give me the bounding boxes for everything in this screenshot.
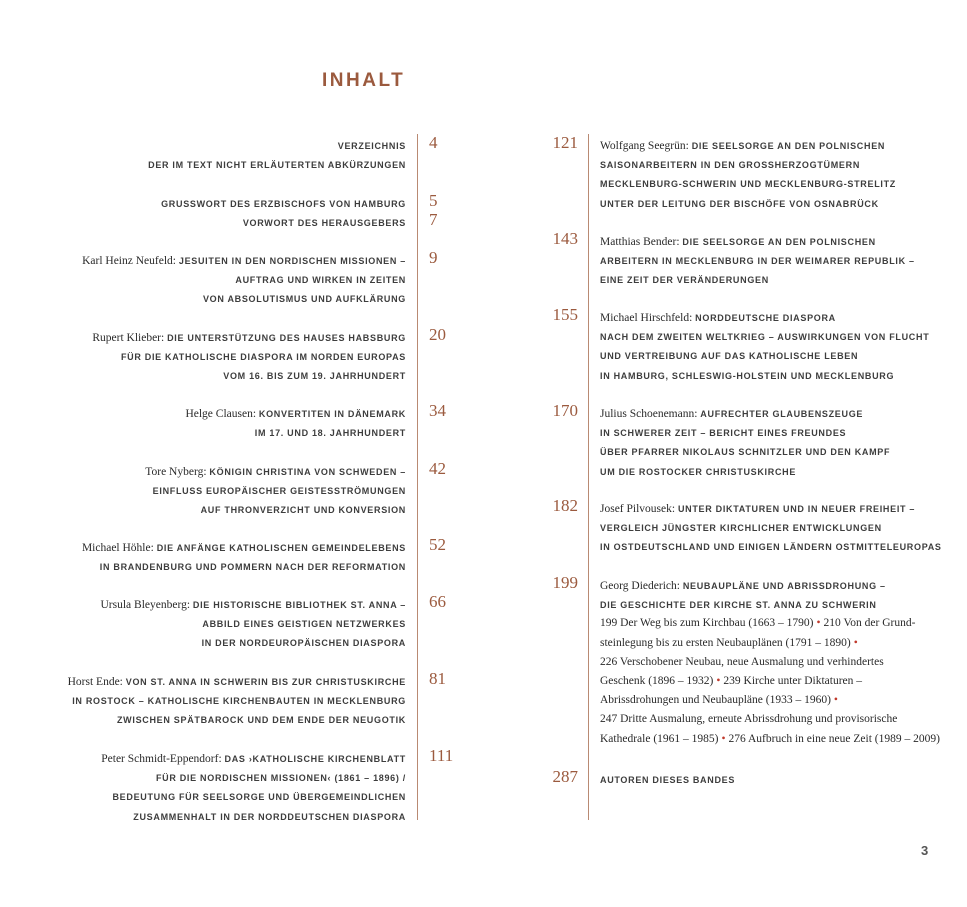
left-column-rule <box>417 134 418 820</box>
toc-author: Peter Schmidt-Eppendorf: <box>101 753 225 765</box>
toc-page-number: 66 <box>429 592 446 611</box>
toc-author: Horst Ende: <box>67 676 126 688</box>
toc-subline <box>600 673 862 689</box>
toc-subline-text: Abrissdrohungen und Neubaupläne (1933 – 1960) <box>600 694 831 707</box>
toc-line <box>202 634 406 650</box>
toc-author: Matthias Bender: <box>600 236 683 248</box>
toc-subline <box>600 711 897 727</box>
toc-line <box>600 596 877 612</box>
toc-title-text: JESUITEN IN DEN NORDISCHEN MISSIONEN – <box>178 256 406 266</box>
toc-line <box>161 195 406 211</box>
toc-line <box>117 711 406 727</box>
toc-author: Helge Clausen: <box>185 408 259 420</box>
toc-title-text: UNTER DIKTATUREN UND IN NEUER FREIHEIT – <box>677 504 916 514</box>
toc-line <box>600 519 882 535</box>
toc-author: Karl Heinz Neufeld: <box>82 255 179 267</box>
toc-author: Julius Schoenemann: <box>600 408 701 420</box>
toc-line <box>133 808 406 824</box>
toc-title-text: UNTER DER LEITUNG DER BISCHÖFE VON OSNABRÜCK <box>600 198 879 209</box>
toc-subline <box>600 635 861 651</box>
toc-line <box>600 195 879 211</box>
toc-page-number: 121 <box>552 133 578 152</box>
toc-page-number: 81 <box>429 669 446 688</box>
toc-title-text: ZWISCHEN SPÄTBAROCK UND DEM ENDE DER NEUGOTIK <box>116 715 406 726</box>
toc-author: Michael Hirschfeld: <box>600 312 696 324</box>
toc-title-text: UND VERTREIBUNG AUF DAS KATHOLISCHE LEBEN <box>600 351 859 362</box>
toc-page-number: 9 <box>429 248 438 267</box>
toc-title-text: VON ABSOLUTISMUS UND AUFKLÄRUNG <box>202 294 406 305</box>
toc-line <box>223 367 406 383</box>
toc-title-text: ÜBER PFARRER NIKOLAUS SCHNITZLER UND DEN KAMPF <box>600 447 891 458</box>
toc-line <box>235 271 406 287</box>
toc-subline-text: 247 Dritte Ausmalung, erneute Abrissdrohung und provisorische <box>600 713 898 726</box>
toc-subline-text: 276 Aufbruch in eine neue Zeit (1989 – 2009) <box>728 732 940 745</box>
toc-title-text: MECKLENBURG-SCHWERIN UND MECKLENBURG-STRELITZ <box>600 179 896 190</box>
toc-title-text: BEDEUTUNG FÜR SEELSORGE UND ÜBERGEMEINDLICHEN <box>112 792 406 803</box>
toc-page-number: 7 <box>429 210 438 229</box>
toc-page-number: 5 <box>429 191 438 210</box>
toc-line <box>203 290 406 306</box>
toc-page-number: 182 <box>552 496 578 515</box>
toc-page-number: 52 <box>429 535 446 554</box>
toc-line <box>600 577 886 593</box>
toc-line <box>600 771 735 787</box>
toc-line <box>600 463 796 479</box>
toc-title-text: VORWORT DES HERAUSGEBERS <box>242 218 406 228</box>
toc-title-text: VERZEICHNIS <box>337 141 406 151</box>
toc-page-number: 4 <box>429 133 438 152</box>
toc-page-number: 170 <box>552 401 578 420</box>
toc-title-text: ZUSAMMENHALT IN DER NORDDEUTSCHEN DIASPORA <box>133 811 406 822</box>
toc-title-text: NEUBAUPLÄNE UND ABRISSDROHUNG – <box>682 581 886 591</box>
toc-line <box>101 750 406 766</box>
toc-page-number: 287 <box>552 767 578 786</box>
toc-subline-text: Geschenk (1896 – 1932) <box>600 675 714 687</box>
toc-line <box>600 367 894 383</box>
toc-title-text: AUFTRAG UND WIRKEN IN ZEITEN <box>235 275 406 286</box>
toc-title-text: SAISONARBEITERN IN DEN GROSSHERZOGTÜMERN <box>600 160 861 171</box>
bullet-separator-icon: • <box>716 675 721 687</box>
toc-title-text: IN ROSTOCK – KATHOLISCHE KIRCHENBAUTEN IN MECKLENBURG <box>72 696 406 707</box>
toc-author: Georg Diederich: <box>600 580 683 592</box>
toc-title-text: AUFRECHTER GLAUBENSZEUGE <box>700 409 864 419</box>
toc-line <box>338 137 406 153</box>
toc-line <box>82 539 406 555</box>
toc-line <box>600 443 890 459</box>
toc-title-text: NORDDEUTSCHE DIASPORA <box>695 313 836 323</box>
toc-subline <box>600 654 884 670</box>
toc-title-text: IN HAMBURG, SCHLESWIG-HOLSTEIN UND MECKLENBURG <box>600 370 895 381</box>
toc-line <box>101 596 407 612</box>
toc-page-number: 155 <box>552 305 578 324</box>
toc-subline-text: 210 Von der Grund- <box>823 617 916 630</box>
toc-author: Michael Höhle: <box>81 542 157 554</box>
toc-subline <box>600 615 915 631</box>
toc-line <box>600 405 863 421</box>
toc-title-text: DIE SEELSORGE AN DEN POLNISCHEN <box>682 237 876 247</box>
toc-title-text: VON ST. ANNA IN SCHWERIN BIS ZUR CHRISTUSKIRCHE <box>125 677 406 687</box>
toc-title-text: DAS ›KATHOLISCHE KIRCHENBLATT <box>224 754 406 764</box>
toc-title-text: IN SCHWERER ZEIT – BERICHT EINES FREUNDES <box>600 428 847 439</box>
toc-subline-text: 226 Verschobener Neubau, neue Ausmalung und verhindertes <box>600 655 884 668</box>
toc-line <box>600 538 942 554</box>
toc-subline <box>600 731 940 747</box>
toc-line <box>68 673 406 689</box>
toc-author: Tore Nyberg: <box>145 466 210 478</box>
toc-title-text: ARBEITERN IN MECKLENBURG IN DER WEIMARER REPUBLIK – <box>600 256 915 267</box>
toc-page-number: 111 <box>429 746 454 765</box>
toc-line <box>600 175 896 191</box>
toc-title-text: EINFLUSS EUROPÄISCHER GEISTESSTRÖMUNGEN <box>152 486 406 497</box>
toc-title-text: IM 17. UND 18. JAHRHUNDERT <box>254 428 406 439</box>
toc-line <box>255 424 406 440</box>
toc-line <box>185 405 406 421</box>
toc-line <box>600 271 769 287</box>
toc-title-text: GRUSSWORT DES ERZBISCHOFS VON HAMBURG <box>161 199 406 209</box>
toc-author: Rupert Klieber: <box>92 332 168 344</box>
toc-title-text: DIE GESCHICHTE DER KIRCHE ST. ANNA ZU SCHWERIN <box>600 600 877 611</box>
toc-line <box>600 156 860 172</box>
toc-line <box>121 348 406 364</box>
toc-title-text: DIE UNTERSTÜTZUNG DES HAUSES HABSBURG <box>167 333 406 343</box>
bullet-separator-icon: • <box>721 732 726 745</box>
bullet-separator-icon: • <box>833 694 838 707</box>
toc-line <box>112 788 406 804</box>
toc-author: Josef Pilvousek: <box>600 503 678 515</box>
toc-title-text: DIE ANFÄNGE KATHOLISCHEN GEMEINDELEBENS <box>156 543 406 553</box>
toc-author: Wolfgang Seegrün: <box>600 140 692 152</box>
toc-line <box>600 328 929 344</box>
toc-line <box>600 252 915 268</box>
toc-page-number: 199 <box>552 573 578 592</box>
toc-page-number: 34 <box>429 401 446 420</box>
toc-page-number: 42 <box>429 459 446 478</box>
toc-subline <box>600 692 841 708</box>
toc-title-text: IN OSTDEUTSCHLAND UND EINIGEN LÄNDERN OSTMITTELEUROPAS <box>600 542 942 553</box>
toc-line <box>600 347 858 363</box>
toc-line <box>148 156 406 172</box>
toc-page-number: 20 <box>429 325 446 344</box>
toc-title-text: AUF THRONVERZICHT UND KONVERSION <box>200 505 406 516</box>
bullet-separator-icon: • <box>816 617 821 630</box>
toc-title-text: ABBILD EINES GEISTIGEN NETZWERKES <box>202 619 406 630</box>
toc-title-text: IN BRANDENBURG UND POMMERN NACH DER REFORMATION <box>99 562 406 573</box>
toc-title-text: FÜR DIE NORDISCHEN MISSIONEN‹ (1861 – 1896) / <box>155 773 406 784</box>
toc-line <box>153 482 406 498</box>
toc-line <box>600 233 876 249</box>
toc-subline-text: steinlegung bis zu ersten Neubauplänen (1791 – 1890) <box>600 636 851 649</box>
toc-title-text: EINE ZEIT DER VERÄNDERUNGEN <box>600 275 769 286</box>
toc-subline-text: 239 Kirche unter Diktaturen – <box>723 675 863 687</box>
toc-line <box>201 501 406 517</box>
toc-subline-text: Kathedrale (1961 – 1985) <box>600 732 719 745</box>
toc-title-text: NACH DEM ZWEITEN WELTKRIEG – AUSWIRKUNGEN VON FLUCHT <box>600 332 930 343</box>
toc-line <box>156 769 406 785</box>
toc-line <box>145 463 406 479</box>
toc-title-text: KÖNIGIN CHRISTINA VON SCHWEDEN – <box>209 467 406 477</box>
toc-line <box>600 500 915 516</box>
toc-title-text: KONVERTITEN IN DÄNEMARK <box>258 409 406 419</box>
toc-author: Ursula Bleyenberg: <box>100 599 193 611</box>
page-number: 3 <box>921 843 929 858</box>
toc-line <box>100 558 406 574</box>
toc-line <box>72 692 406 708</box>
toc-page-number: 143 <box>552 229 578 248</box>
toc-title-text: VOM 16. BIS ZUM 19. JAHRHUNDERT <box>223 371 406 382</box>
right-column-rule <box>588 134 589 820</box>
toc-line <box>82 252 406 268</box>
page-title: INHALT <box>322 70 406 91</box>
toc-title-text: UM DIE ROSTOCKER CHRISTUSKIRCHE <box>600 466 797 477</box>
bullet-separator-icon: • <box>853 636 858 649</box>
toc-line <box>243 214 406 230</box>
toc-title-text: FÜR DIE KATHOLISCHE DIASPORA IM NORDEN EUROPAS <box>120 352 406 363</box>
toc-title-text: DER IM TEXT NICHT ERLÄUTERTEN ABKÜRZUNGEN <box>148 160 406 171</box>
toc-title-text: DIE SEELSORGE AN DEN POLNISCHEN <box>691 141 886 151</box>
toc-title-text: IN DER NORDEUROPÄISCHEN DIASPORA <box>201 638 406 649</box>
toc-line <box>600 309 836 325</box>
toc-title-text: VERGLEICH JÜNGSTER KIRCHLICHER ENTWICKLUNGEN <box>600 523 882 534</box>
toc-line <box>600 424 846 440</box>
toc-title-text: AUTOREN DIESES BANDES <box>600 775 736 785</box>
toc-line <box>92 329 406 345</box>
toc-title-text: DIE HISTORISCHE BIBLIOTHEK ST. ANNA – <box>192 600 406 610</box>
toc-line <box>600 137 885 153</box>
toc-line <box>202 615 406 631</box>
toc-subline-text: 199 Der Weg bis zum Kirchbau (1663 – 1790) <box>600 617 814 630</box>
